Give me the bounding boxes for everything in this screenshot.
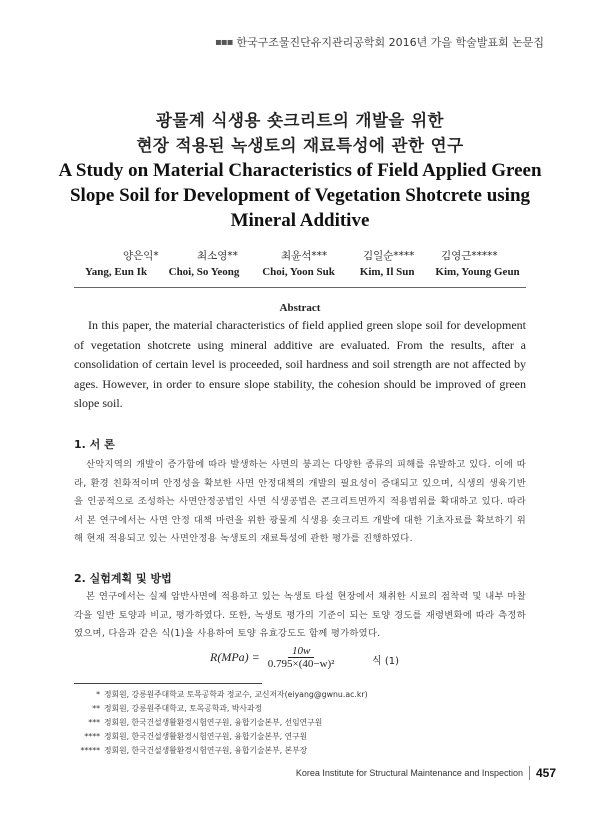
- footnote-mark: ****: [84, 732, 100, 741]
- footnote-item: [74, 702, 534, 716]
- footnote-text: 정회원, 한국건설생활환경시험연구원, 융합기술본부, 선임연구원: [104, 718, 323, 727]
- footnote-item: [74, 716, 534, 730]
- author-en-5: Kim, Young Geun: [435, 266, 520, 278]
- abstract-body: In this paper, the material characteristics of field applied green slope soil for development of vegetation shotcrete using mineral additive are evaluated. From the results, after a consolidation of certain level is proceeded, soil hardness and soil strength are not affected by ages. However, in order to ensure slope stability, the cohesion should be improved of green slope soil.: [74, 318, 526, 411]
- author-en-4: Kim, Il Sun: [359, 266, 415, 278]
- equation-lhs: R(MPa) =: [210, 650, 260, 664]
- footer-org: Korea Institute for Structural Maintenance and Inspection: [295, 768, 523, 778]
- footnote-divider: [74, 683, 262, 684]
- footnote-text: 정회원, 강릉원주대학교 토목공학과 정교수, 교신저자(eiyang@gwnu.ac.kr): [104, 690, 368, 699]
- equation-numerator: 10w: [288, 645, 314, 658]
- author-ko-3: 최윤석***: [281, 250, 328, 262]
- footnote-text: 정회원, 강릉원주대학교, 토목공학과, 박사과정: [104, 704, 262, 713]
- footnote-mark: *: [96, 690, 100, 699]
- footnote-text: 정회원, 한국건설생활환경시험연구원, 융합기술본부, 본부장: [104, 746, 308, 755]
- footnote-mark: *****: [80, 746, 100, 755]
- footnote-mark: **: [92, 704, 100, 713]
- footnote-mark: ***: [88, 718, 100, 727]
- korean-title: [0, 108, 600, 158]
- author-ko-1: 양은익*: [123, 250, 159, 262]
- abstract-heading: Abstract: [279, 302, 321, 314]
- author-en-3: Choi, Yoon Suk: [262, 266, 335, 278]
- society-logo-icon: ▪▪▪: [215, 36, 233, 48]
- header-text: 한국구조물진단유지관리공학회 2016년 가을 학술발표회 논문집: [236, 36, 544, 49]
- authors-korean: [85, 248, 525, 263]
- equation-1: [210, 645, 338, 670]
- footnote-item: [74, 730, 534, 744]
- english-title: A Study on Material Characteristics of Field Applied Green Slope Soil for Development of Vegetation Shotcrete using Mineral Additive: [58, 160, 542, 231]
- section-2-heading: 2. 실험계획 및 방법: [74, 572, 172, 585]
- equation-denominator: 0.795×(40−w)²: [267, 658, 335, 670]
- equation-label: 식 (1): [372, 656, 400, 667]
- section-1-heading: 1. 서 론: [74, 438, 115, 451]
- section-1-body: 산악지역의 개발이 증가함에 따라 발생하는 사면의 붕괴는 다양한 종류의 피해를 유발하고 있다. 이에 따라, 환경 친화적이며 안정성을 확보한 사면 안정대책의 개발의 필요성이 증대되고 있으며, 식생의 생육기반을 인공적으로 조성하는 사면안정공법인 사면 식생공법은 콘크리트면까지 적용범위를 확대하고 있다. 따라서 본 연구에서는 사면 안정 대책 마련을 위한 광물계 식생용 숏크리트 개발에 대한 기초자료를 확보하기 위해 현재 적용되고 있는 사면안정용 녹생토의 재료특성에 관한 평가를 진행하였다.: [74, 459, 526, 545]
- authors-english: [85, 266, 525, 278]
- author-ko-4: 김일순****: [363, 250, 415, 262]
- footer-divider: [529, 766, 530, 780]
- author-ko-2: 최소영**: [197, 250, 238, 262]
- footnote-item: [74, 744, 534, 758]
- equation-fraction: [264, 645, 339, 670]
- footnote-item: [74, 688, 534, 702]
- footnotes: [74, 688, 534, 758]
- author-en-2: Choi, So Yeong: [168, 266, 240, 278]
- korean-title-line-2: 현장 적용된 녹생토의 재료특성에 관한 연구: [136, 136, 464, 155]
- page-footer: [296, 766, 556, 780]
- page-number: 457: [535, 766, 556, 780]
- author-en-1: Yang, Eun Ik: [85, 266, 148, 278]
- author-ko-5: 김영근*****: [441, 250, 498, 262]
- running-header: [215, 34, 544, 50]
- author-divider: [74, 287, 526, 288]
- section-2-body: 본 연구에서는 실제 암반사면에 적용하고 있는 녹생토 타설 현장에서 채취한 시료의 점착력 및 내부 마찰각을 일반 토양과 비교, 평가하였다. 또한, 녹생토 평가의 기준이 되는 토양 경도를 재령변화에 따라 측정하였으며, 다음과 같은 식(1)을 사용하여 토양 유효강도도 함께 평가하였다.: [74, 591, 526, 640]
- footnote-text: 정회원, 한국건설생활환경시험연구원, 융합기술본부, 연구원: [104, 732, 308, 741]
- korean-title-line-1: 광물계 식생용 숏크리트의 개발을 위한: [155, 111, 444, 130]
